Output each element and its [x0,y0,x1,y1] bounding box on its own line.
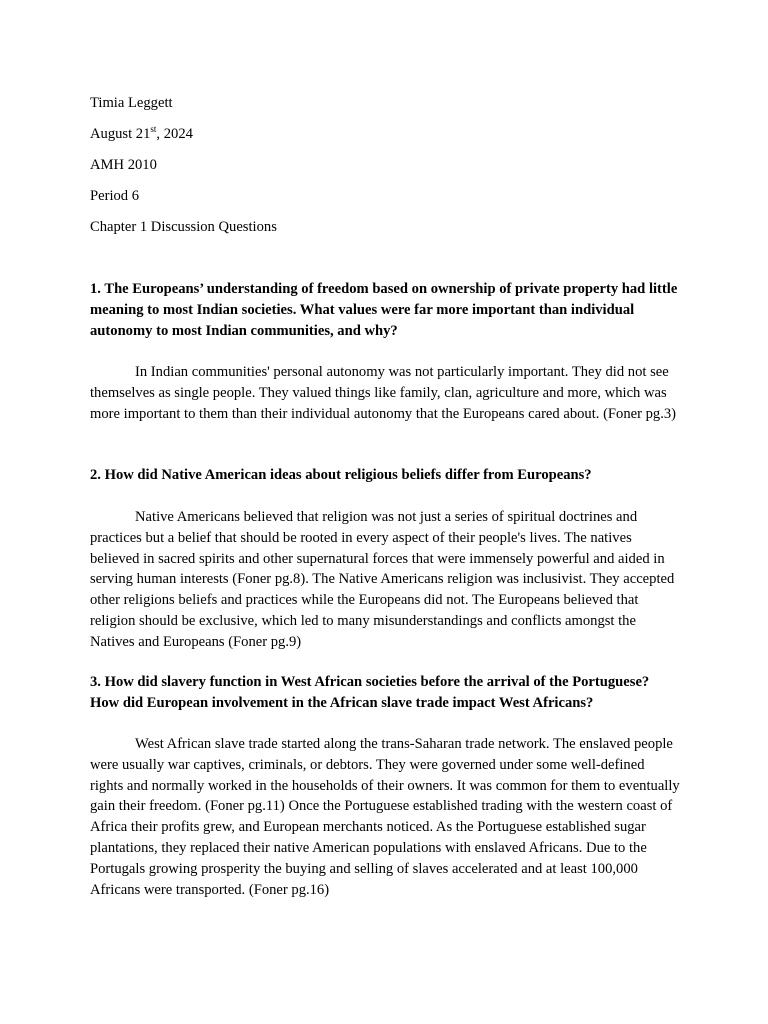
course-code: AMH 2010 [90,157,157,173]
question-1: 1. The Europeans’ understanding of freedom based on ownership of private property had little meaning to most Indian societies. What values were far more important than individual autonomy to most Indian communities, and why? [90,281,678,339]
question-2: 2. How did Native American ideas about religious beliefs differ from Europeans? [90,467,592,483]
assignment-title: Chapter 1 Discussion Questions [90,219,277,235]
date-month-day: August 21 [90,126,151,142]
answer-1: In Indian communities' personal autonomy was not particularly important. They did not see themselves as single people. They valued things like family, clan, agriculture and more, which was more important to them than their individual autonomy that the Europeans cared about. (Foner pg.3) [90,364,677,422]
date-suffix: st [150,124,157,135]
date-year: , 2024 [156,126,193,142]
class-period: Period 6 [90,188,140,204]
question-3: 3. How did slavery function in West African societies before the arrival of the Portuguese? How did European involvement in the African slave trade impact West Africans? [90,674,650,711]
student-name: Timia Leggett [90,95,173,111]
answer-3: West African slave trade started along the trans-Saharan trade network. The enslaved people were usually war captives, criminals, or debtors. They were governed under some well-defined rights and normally worked in the households of their owners. It was common for them to eventually gain their freedom. (Foner pg.11) Once the Portuguese established trading with the western coast of Africa their profits grew, and European merchants noticed. As the Portuguese established sugar plantations, they replaced their native American populations with enslaved Africans. Due to the Portugals growing prosperity the buying and selling of slaves accelerated and at least 100,000 Africans were transported. (Foner pg.16) [90,736,680,898]
answer-2: Native Americans believed that religion was not just a series of spiritual doctrines and practices but a belief that should be rooted in every aspect of their people's lives. The natives believed in sacred spirits and other supernatural forces that were immensely powerful and aided in serving human interests (Foner pg.8). The Native Americans religion was inclusivist. They accepted other religions beliefs and practices while the Europeans did not. The Europeans believed that religion should be exclusive, which led to many misunderstandings and conflicts amongst the Natives and Europeans (Foner pg.9) [90,509,675,650]
assignment-date [90,124,193,144]
